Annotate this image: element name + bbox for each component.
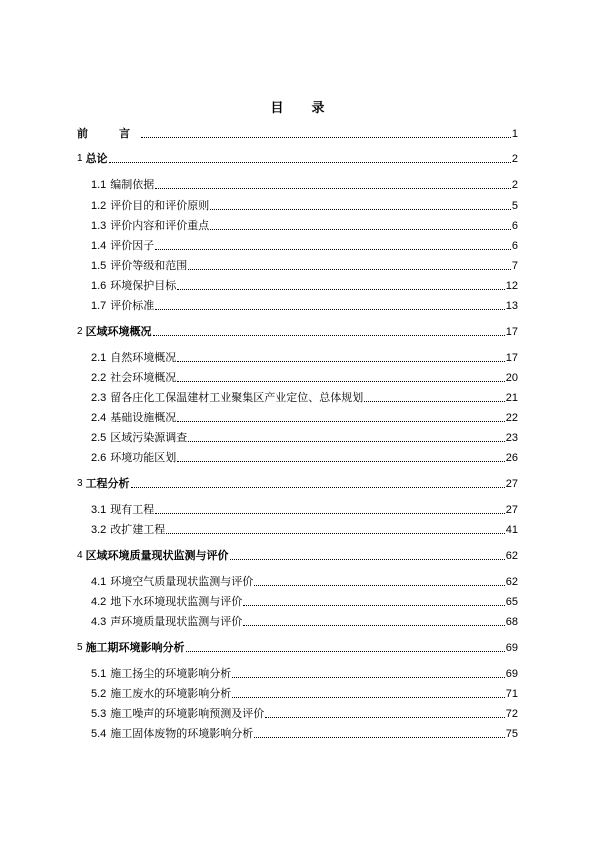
toc-entry[interactable] bbox=[91, 615, 518, 629]
toc-entry[interactable] bbox=[91, 391, 518, 405]
toc-dot-leader bbox=[232, 697, 504, 698]
toc-entry-number: 1.6 bbox=[91, 280, 107, 292]
toc-entry-number: 4.2 bbox=[91, 596, 107, 608]
toc-dot-leader bbox=[210, 209, 511, 210]
toc-entry-number: 1.4 bbox=[91, 240, 107, 252]
toc-entry-title: 区域污染源调查 bbox=[110, 431, 188, 444]
toc-entry-number: 2.3 bbox=[91, 392, 107, 404]
toc-entry-title: 区域环境概况 bbox=[85, 325, 152, 338]
toc-entry[interactable] bbox=[91, 523, 518, 537]
toc-entry-page: 2 bbox=[511, 179, 518, 191]
toc-entry-number: 2 bbox=[77, 326, 83, 337]
toc-dot-leader bbox=[177, 381, 504, 382]
toc-entry-title: 施工废水的环境影响分析 bbox=[110, 687, 232, 700]
toc-entry-title: 评价目的和评价原则 bbox=[110, 199, 210, 212]
toc-dot-leader bbox=[155, 249, 511, 250]
toc-entry-title: 现有工程 bbox=[110, 503, 155, 516]
toc-entry-page: 1 bbox=[511, 128, 518, 140]
toc-dot-leader bbox=[188, 269, 511, 270]
toc-entry-number: 1.7 bbox=[91, 300, 107, 312]
toc-entry[interactable] bbox=[91, 451, 518, 465]
toc-entry-page: 26 bbox=[505, 452, 518, 464]
toc-dot-leader bbox=[243, 605, 504, 606]
toc-entry-number: 1 bbox=[77, 153, 83, 164]
toc-entry[interactable] bbox=[91, 411, 518, 425]
toc-entry-number: 3 bbox=[77, 478, 83, 489]
toc-dot-leader bbox=[364, 401, 504, 402]
toc-entry-number: 3.1 bbox=[91, 504, 107, 516]
toc-entry-page: 21 bbox=[505, 392, 518, 404]
toc-entry-page: 72 bbox=[505, 708, 518, 720]
toc-dot-leader bbox=[243, 625, 504, 626]
toc-entry-number: 4 bbox=[77, 550, 83, 561]
toc-entry[interactable] bbox=[91, 259, 518, 273]
toc-dot-leader bbox=[177, 289, 504, 290]
toc-entry[interactable] bbox=[91, 727, 518, 741]
toc-entry-number: 2.2 bbox=[91, 372, 107, 384]
toc-entry-number: 1.2 bbox=[91, 200, 107, 212]
toc-entry-title: 评价等级和范围 bbox=[110, 259, 188, 272]
toc-entry-title: 社会环境概况 bbox=[110, 371, 177, 384]
toc-entry-title: 施工固体废物的环境影响分析 bbox=[110, 727, 254, 740]
toc-entry[interactable] bbox=[91, 687, 518, 701]
toc-entry-title: 编制依据 bbox=[110, 178, 155, 191]
toc-entry-title: 工程分析 bbox=[85, 477, 130, 490]
toc-entry-page: 62 bbox=[505, 550, 518, 562]
toc-dot-leader bbox=[155, 513, 504, 514]
toc-entry-page: 41 bbox=[505, 524, 518, 536]
toc-dot-leader bbox=[254, 585, 504, 586]
toc-entry[interactable] bbox=[91, 279, 518, 293]
toc-entry[interactable] bbox=[77, 641, 518, 655]
toc-dot-leader bbox=[153, 335, 505, 336]
toc-entry-title: 声环境质量现状监测与评价 bbox=[110, 615, 243, 628]
toc-entry[interactable] bbox=[91, 667, 518, 681]
toc-entry[interactable] bbox=[91, 351, 518, 365]
toc-dot-leader bbox=[109, 162, 511, 163]
toc-entry-title: 环境保护目标 bbox=[110, 279, 177, 292]
toc-entry-page: 7 bbox=[511, 260, 518, 272]
toc-entry[interactable] bbox=[91, 431, 518, 445]
toc-entry-page: 5 bbox=[511, 200, 518, 212]
toc-entry-page: 23 bbox=[505, 432, 518, 444]
toc-entry-page: 62 bbox=[505, 576, 518, 588]
toc-dot-leader bbox=[131, 487, 505, 488]
toc-entry-title: 自然环境概况 bbox=[110, 351, 177, 364]
toc-entry-page: 13 bbox=[505, 300, 518, 312]
toc-entry-number: 4.3 bbox=[91, 616, 107, 628]
toc-entry-title: 施工噪声的环境影响预测及评价 bbox=[110, 707, 265, 720]
toc-entry-page: 65 bbox=[505, 596, 518, 608]
toc-entry[interactable] bbox=[91, 199, 518, 213]
toc-entry-title: 总论 bbox=[85, 152, 108, 165]
toc-entry-page: 71 bbox=[505, 688, 518, 700]
toc-dot-leader bbox=[166, 533, 504, 534]
toc-entry-title: 地下水环境现状监测与评价 bbox=[110, 595, 243, 608]
toc-entry-page: 20 bbox=[505, 372, 518, 384]
toc-entry-page: 6 bbox=[511, 240, 518, 252]
toc-entry-page: 27 bbox=[505, 504, 518, 516]
toc-dot-leader bbox=[265, 717, 504, 718]
toc-dot-leader bbox=[232, 677, 504, 678]
toc-entry-page: 6 bbox=[511, 220, 518, 232]
toc-entry[interactable] bbox=[77, 477, 518, 491]
toc-dot-leader bbox=[188, 441, 504, 442]
toc-entry-number: 5 bbox=[77, 642, 83, 653]
toc-entry-page: 12 bbox=[505, 280, 518, 292]
toc-entry-page: 17 bbox=[505, 352, 518, 364]
toc-entry-page: 17 bbox=[505, 326, 518, 338]
toc-entry-title: 评价内容和评价重点 bbox=[110, 219, 210, 232]
toc-entry-title: 评价标准 bbox=[110, 299, 155, 312]
toc-entry-title: 环境空气质量现状监测与评价 bbox=[110, 575, 254, 588]
toc-entry-title: 改扩建工程 bbox=[110, 523, 166, 536]
toc-entry-page: 75 bbox=[505, 728, 518, 740]
toc-entry-number: 5.3 bbox=[91, 708, 107, 720]
toc-entry-number: 5.2 bbox=[91, 688, 107, 700]
toc-entry[interactable] bbox=[91, 371, 518, 385]
toc-dot-leader bbox=[155, 309, 504, 310]
toc-title-left: 目 bbox=[270, 101, 284, 116]
toc-entry-number: 2.5 bbox=[91, 432, 107, 444]
toc-dot-leader bbox=[141, 137, 511, 138]
toc-entry[interactable] bbox=[91, 575, 518, 589]
toc-entry[interactable] bbox=[91, 299, 518, 313]
toc-entry-number: 2.4 bbox=[91, 412, 107, 424]
toc-dot-leader bbox=[155, 188, 511, 189]
toc-entry-number: 2.1 bbox=[91, 352, 107, 364]
toc-entry[interactable] bbox=[77, 549, 518, 563]
toc-dot-leader bbox=[186, 651, 505, 652]
toc-entry-number: 2.6 bbox=[91, 452, 107, 464]
toc-entry-page: 69 bbox=[505, 668, 518, 680]
toc-entry-title: 基础设施概况 bbox=[110, 411, 177, 424]
toc-entry[interactable] bbox=[91, 239, 518, 253]
toc-entry[interactable] bbox=[91, 503, 518, 517]
toc-entry-number: 3.2 bbox=[91, 524, 107, 536]
toc-title-right: 录 bbox=[311, 101, 325, 116]
toc-title bbox=[0, 97, 595, 116]
toc-entry-number: 5.4 bbox=[91, 728, 107, 740]
toc-entry-page: 2 bbox=[511, 153, 518, 165]
toc-entry-number: 1.3 bbox=[91, 220, 107, 232]
toc-entry[interactable] bbox=[77, 325, 518, 339]
toc-dot-leader bbox=[254, 737, 504, 738]
toc-dot-leader bbox=[210, 229, 511, 230]
toc-entry-title: 环境功能区划 bbox=[110, 451, 177, 464]
toc-entry[interactable] bbox=[91, 707, 518, 721]
toc-entry[interactable] bbox=[77, 127, 518, 141]
toc-entry-number: 1.1 bbox=[91, 179, 107, 191]
toc-dot-leader bbox=[177, 461, 504, 462]
toc-entry-title: 评价因子 bbox=[110, 239, 155, 252]
toc-entry-page: 27 bbox=[505, 478, 518, 490]
toc-entry-title: 区域环境质量现状监测与评价 bbox=[85, 549, 229, 562]
toc-dot-leader bbox=[230, 559, 505, 560]
toc-entry-title: 施工期环境影响分析 bbox=[85, 641, 185, 654]
toc-dot-leader bbox=[177, 361, 504, 362]
toc-entry-title: 留各庄化工保温建材工业聚集区产业定位、总体规划 bbox=[110, 391, 364, 404]
toc-entry-title: 前 言 bbox=[77, 127, 140, 140]
toc-entry-number: 4.1 bbox=[91, 576, 107, 588]
toc-entry[interactable] bbox=[91, 219, 518, 233]
toc-entry-page: 22 bbox=[505, 412, 518, 424]
toc-entry-number: 1.5 bbox=[91, 260, 107, 272]
toc-entry-number: 5.1 bbox=[91, 668, 107, 680]
toc-entry[interactable] bbox=[91, 178, 518, 192]
toc-dot-leader bbox=[177, 421, 504, 422]
toc-entry[interactable] bbox=[91, 595, 518, 609]
toc-entry-page: 69 bbox=[505, 642, 518, 654]
toc-entry-page: 68 bbox=[505, 616, 518, 628]
toc-entry[interactable] bbox=[77, 152, 518, 166]
toc-entry-title: 施工扬尘的环境影响分析 bbox=[110, 667, 232, 680]
